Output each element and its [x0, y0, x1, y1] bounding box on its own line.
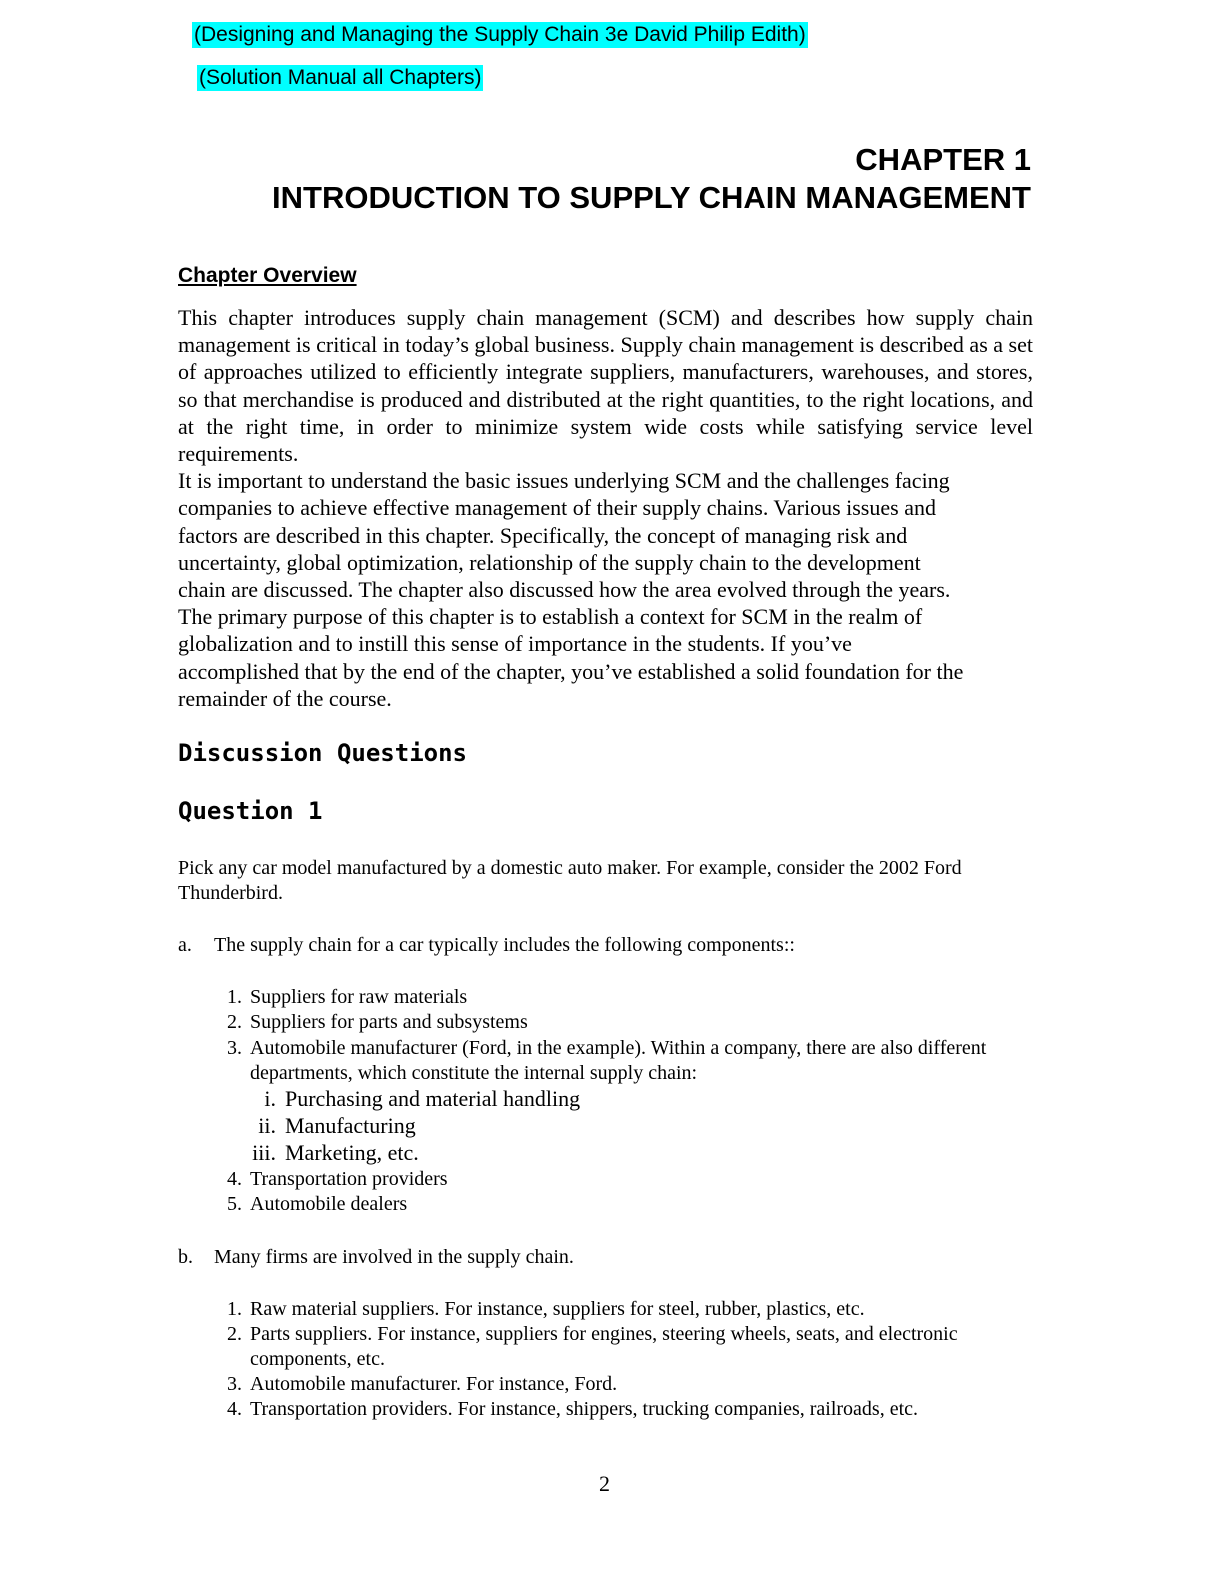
chapter-title: INTRODUCTION TO SUPPLY CHAIN MANAGEMENT: [272, 180, 1031, 215]
sub-list-item-number: ii.: [258, 1113, 276, 1138]
sub-list-item-text: Purchasing and material handling: [285, 1086, 581, 1111]
list-item: [214, 1297, 865, 1322]
list-item-continuation: components, etc.: [250, 1348, 385, 1370]
list-item-text: Raw material suppliers. For instance, suppliers for steel, rubber, plastics, etc.: [250, 1298, 865, 1320]
overview-line: accomplished that by the end of the chapter, you’ve established a solid foundation for the: [178, 658, 964, 684]
sub-list-item-number: iii.: [252, 1140, 276, 1165]
list-item-number: 4.: [227, 1168, 242, 1190]
overview-line: factors are described in this chapter. Specifically, the concept of managing risk and: [178, 522, 908, 548]
overview-line: companies to achieve effective management of their supply chains. Various issues and: [178, 495, 936, 521]
overview-line: remainder of the course.: [178, 685, 392, 711]
sub-list-item-text: Manufacturing: [285, 1113, 416, 1138]
part-b-marker: b.: [178, 1246, 193, 1268]
list-item-number: 5.: [227, 1193, 242, 1215]
list-item-text: Transportation providers. For instance, shippers, trucking companies, railroads, etc.: [250, 1398, 919, 1420]
sub-list-item: [232, 1139, 419, 1166]
part-a-marker: a.: [178, 934, 192, 956]
list-item-text: Automobile manufacturer. For instance, Ford.: [250, 1373, 618, 1395]
list-item-text: Parts suppliers. For instance, suppliers for engines, steering wheels, seats, and electronic: [250, 1323, 958, 1345]
list-item-text: Suppliers for raw materials: [250, 986, 468, 1008]
document-banner-subtitle: (Solution Manual all Chapters): [199, 66, 482, 89]
sub-list-item-text: Marketing, etc.: [285, 1140, 419, 1165]
overview-paragraph-1: This chapter introduces supply chain management (SCM) and describes how supply chain management is critical in today’s global business. Supply chain management is described as a set of approaches utilized to efficiently integrate suppliers, manufacturers, warehouses, and stores, so that merchandise is produced and distributed at the right quantities, to the right locations, and at the right time, in order to minimize system wide costs while satisfying service level requirements.: [178, 305, 1033, 467]
question-1-heading: Question 1: [178, 797, 323, 825]
part-a-text: The supply chain for a car typically includes the following components::: [214, 934, 795, 956]
overview-line: uncertainty, global optimization, relationship of the supply chain to the development: [178, 549, 921, 575]
list-item-text: Automobile manufacturer (Ford, in the example). Within a company, there are also different: [250, 1037, 987, 1059]
part-b-text: Many firms are involved in the supply chain.: [214, 1246, 574, 1268]
chapter-overview-body: [178, 304, 1033, 712]
list-item-number: 3.: [227, 1037, 242, 1059]
sub-list-item: [232, 1085, 581, 1112]
chapter-overview-heading: Chapter Overview: [178, 264, 357, 287]
overview-paragraph-2: [178, 467, 1033, 712]
overview-line: globalization and to instill this sense of importance in the students. If you’ve: [178, 631, 852, 657]
sub-list-item: [232, 1112, 416, 1139]
list-item-text: Transportation providers: [250, 1168, 448, 1190]
list-item: [214, 1010, 528, 1035]
chapter-number: CHAPTER 1: [855, 142, 1031, 177]
page-number: 2: [599, 1471, 610, 1496]
list-item: [214, 1372, 618, 1397]
list-item-number: 2.: [227, 1011, 242, 1033]
document-banner-title: (Designing and Managing the Supply Chain 3e David Philip Edith): [194, 23, 806, 46]
list-item-continuation: departments, which constitute the internal supply chain:: [250, 1062, 698, 1084]
list-item-number: 1.: [227, 986, 242, 1008]
list-item-number: 2.: [227, 1323, 242, 1345]
overview-line: chain are discussed. The chapter also discussed how the area evolved through the years.: [178, 577, 951, 603]
list-item-number: 1.: [227, 1298, 242, 1320]
list-item: [214, 1036, 987, 1061]
list-item: [214, 1397, 919, 1422]
list-item: [214, 1192, 408, 1217]
sub-list-item-number: i.: [264, 1086, 276, 1111]
overview-line: The primary purpose of this chapter is to establish a context for SCM in the realm of: [178, 604, 923, 630]
list-item-number: 4.: [227, 1398, 242, 1420]
list-item: [214, 1322, 958, 1347]
list-item-number: 3.: [227, 1373, 242, 1395]
question-intro-line-1: Pick any car model manufactured by a domestic auto maker. For example, consider the 2002 Ford: [178, 857, 962, 879]
overview-line: It is important to understand the basic issues underlying SCM and the challenges facing: [178, 468, 950, 494]
list-item: [214, 1167, 448, 1192]
question-intro-line-2: Thunderbird.: [178, 882, 283, 904]
list-item-text: Automobile dealers: [250, 1193, 408, 1215]
list-item: [214, 985, 468, 1010]
list-item-text: Suppliers for parts and subsystems: [250, 1011, 528, 1033]
discussion-questions-heading: Discussion Questions: [178, 739, 467, 767]
